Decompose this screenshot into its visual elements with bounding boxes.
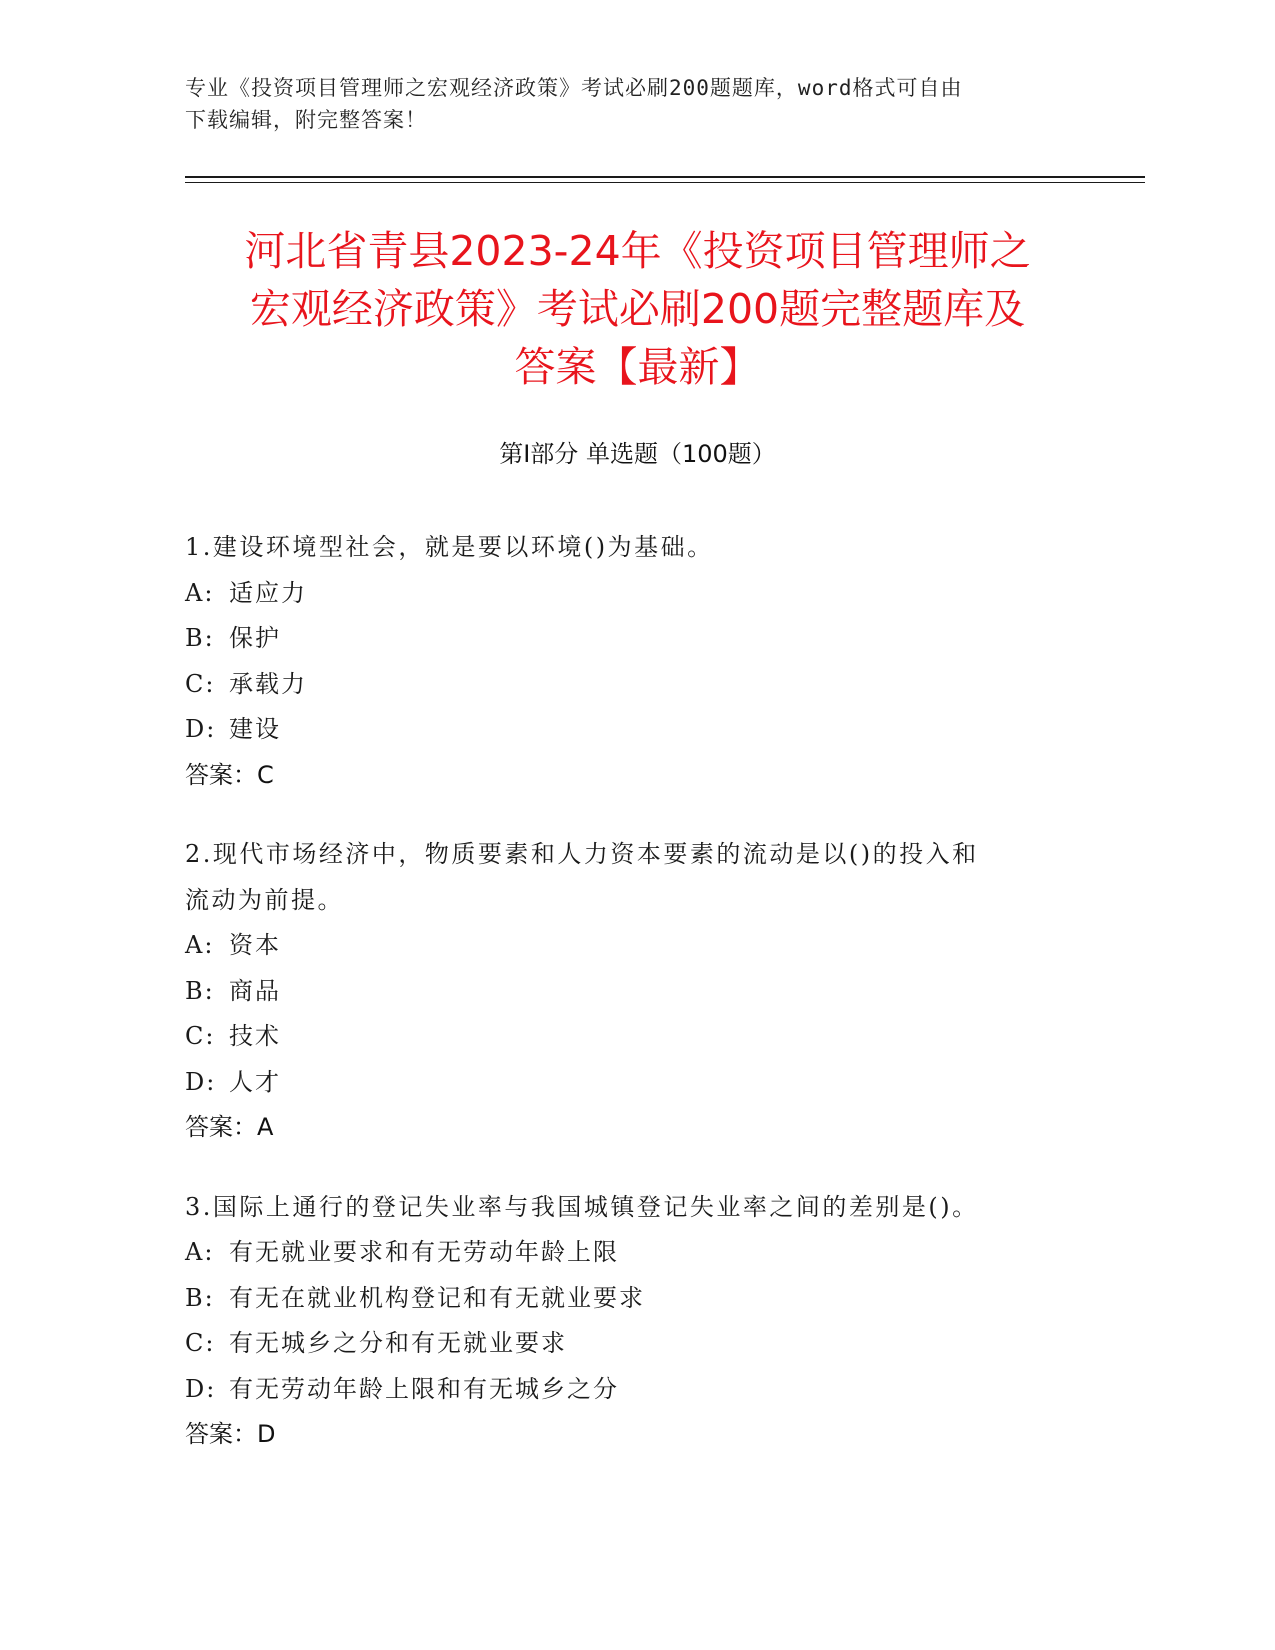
option-label: C:: [185, 1329, 216, 1357]
option-text: 技术: [229, 1022, 281, 1050]
option-label: D:: [185, 1374, 217, 1403]
option-b: [185, 1276, 1065, 1322]
option-text: 承载力: [229, 669, 307, 698]
header-note-line: 专业《投资项目管理师之宏观经济政策》考试必刷200题题库，word格式可自由: [185, 76, 963, 100]
option-b: [185, 969, 1065, 1015]
option-text: 适应力: [229, 578, 307, 607]
option-label: B:: [185, 976, 215, 1005]
question-item: [185, 832, 1065, 1151]
question-list: [185, 525, 1065, 1492]
option-text: 商品: [229, 976, 281, 1005]
header-note: [185, 72, 1065, 136]
question-item: [185, 525, 1065, 798]
question-stem: 2.现代市场经济中，物质要素和人力资本要素的流动是以()的投入和: [185, 840, 979, 868]
option-text: 有无劳动年龄上限和有无城乡之分: [229, 1374, 619, 1403]
option-d: [185, 707, 1065, 753]
option-c: [185, 662, 1065, 708]
option-c: [185, 1014, 1065, 1060]
option-label: C:: [185, 1022, 216, 1050]
option-text: 资本: [229, 931, 281, 959]
option-label: A:: [185, 578, 215, 607]
answer-line: 答案：D: [185, 1420, 276, 1448]
question-stem: 1.建设环境型社会，就是要以环境()为基础。: [185, 533, 714, 561]
option-label: B:: [185, 624, 215, 652]
option-b: [185, 616, 1065, 662]
header-divider: [185, 176, 1145, 178]
question-item: [185, 1185, 1065, 1458]
option-text: 建设: [229, 715, 281, 743]
option-label: D:: [185, 1067, 217, 1096]
option-text: 有无就业要求和有无劳动年龄上限: [229, 1238, 619, 1266]
title-line: 答案【最新】: [514, 343, 761, 391]
option-text: 人才: [229, 1067, 281, 1096]
question-stem: 3.国际上通行的登记失业率与我国城镇登记失业率之间的差别是()。: [185, 1192, 979, 1221]
option-a: [185, 571, 1065, 617]
option-a: [185, 1230, 1065, 1276]
option-label: D:: [185, 715, 217, 743]
option-label: A:: [185, 1238, 215, 1266]
title-line: 宏观经济政策》考试必刷200题完整题库及: [249, 285, 1026, 333]
header-note-line: 下载编辑，附完整答案！: [185, 108, 427, 132]
option-d: [185, 1060, 1065, 1106]
document-title: [150, 222, 1125, 396]
option-d: [185, 1367, 1065, 1413]
question-stem-continued: 流动为前提。: [185, 885, 344, 914]
option-label: C:: [185, 669, 216, 698]
section-heading: 第I部分 单选题（100题）: [499, 440, 776, 468]
option-a: [185, 923, 1065, 969]
header-divider-thin: [185, 182, 1145, 183]
answer-line: 答案：C: [185, 760, 274, 789]
option-label: A:: [185, 931, 215, 959]
option-c: [185, 1321, 1065, 1367]
answer-line: 答案：A: [185, 1113, 274, 1141]
title-line: 河北省青县2023-24年《投资项目管理师之: [244, 227, 1031, 275]
option-text: 有无城乡之分和有无就业要求: [229, 1329, 567, 1357]
option-text: 有无在就业机构登记和有无就业要求: [229, 1283, 645, 1312]
option-label: B:: [185, 1283, 215, 1312]
option-text: 保护: [229, 624, 281, 652]
